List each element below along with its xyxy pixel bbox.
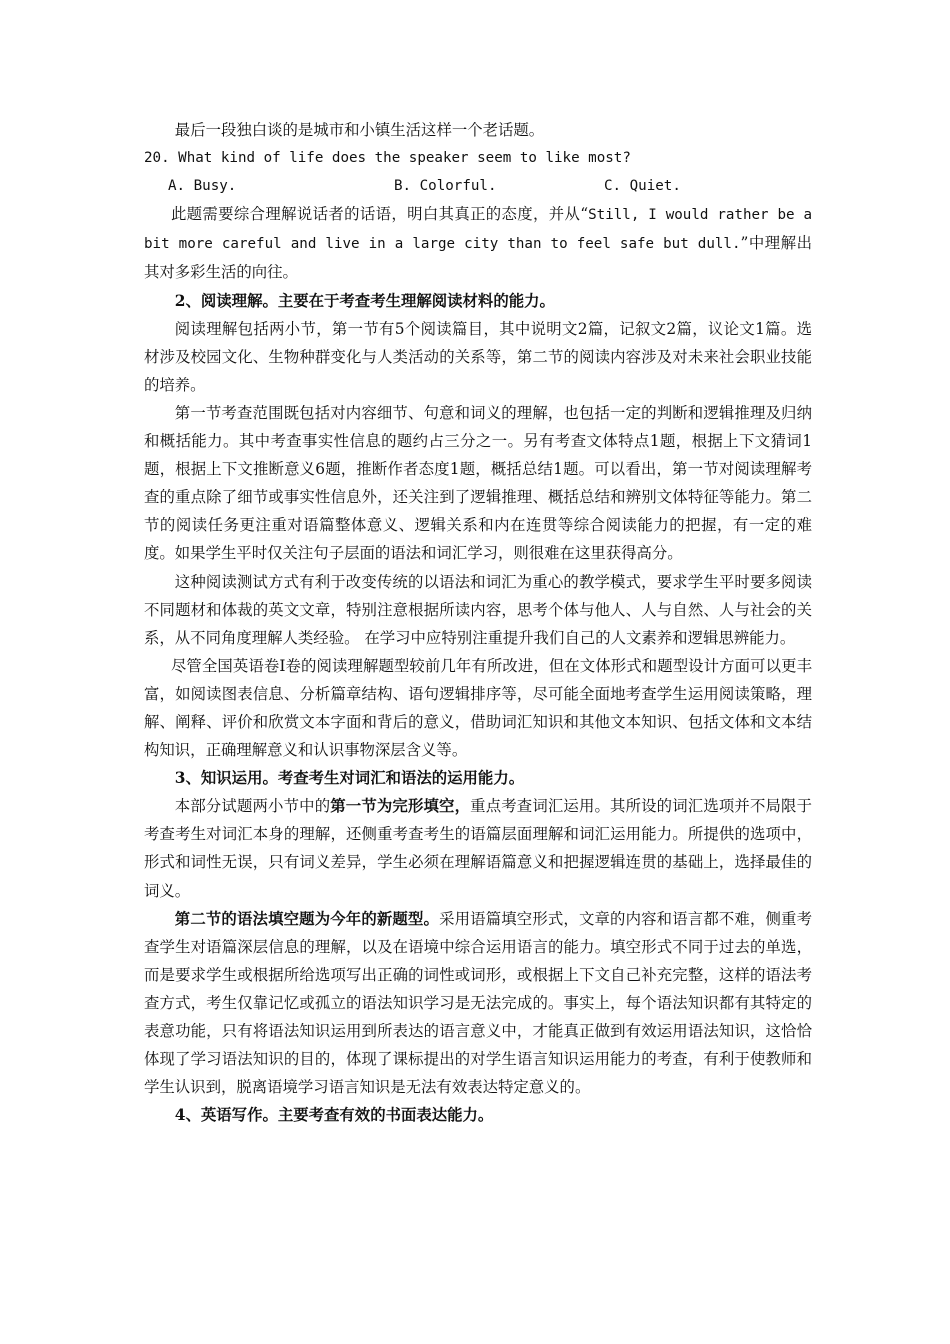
- option-b: B. Colorful.: [394, 178, 497, 195]
- document-page: [144, 116, 812, 1129]
- section3-p1-post: 重点考查词汇运用。其所设的词汇选项并不局限于考查考生对词汇本身的理解，还侧重考查考生的语篇层面理解和词汇运用能力。所提供的选项中，形式和词性无误，只有词义差异，学生必须在理解语篇意义和把握逻辑连贯的基础上，选择最佳的词义。: [144, 797, 812, 900]
- section2-paragraph-3: 这种阅读测试方式有利于改变传统的以语法和词汇为重心的教学模式，要求学生平时要多阅读不同题材和体裁的英文文章，特别注意根据所读内容，思考个体与他人、人与自然、人与社会的关系，从不同角度理解人类经验。 在学习中应特别注重提升我们自己的人文素养和逻辑思辨能力。: [144, 572, 812, 647]
- question-text: 20. What kind of life does the speaker seem to like most?: [144, 150, 631, 167]
- section2-paragraph-4: 尽管全国英语卷Ⅰ卷的阅读理解题型较前几年有所改进，但在文体形式和题型设计方面可以更丰富，如阅读图表信息、分析篇章结构、语句逻辑排序等，尽可能全面地考查学生运用阅读策略，理解、阐释、评价和欣赏文本字面和背后的意义，借助词汇知识和其他文本知识、包括文体和文本结构知识，正确理解意义和认识事物深层含义等。: [144, 656, 812, 760]
- section3-p2-post: 采用语篇填空形式，文章的内容和语言都不难，侧重考查学生对语篇深层信息的理解，以及在语境中综合运用语言的能力。填空形式不同于过去的单选，而是要求学生或根据所给选项写出正确的词性或词形，或根据上下文自己补充完整，这样的语法考查方式，考生仅靠记忆或孤立的语法知识学习是无法完成的。事实上，每个语法知识都有其特定的表意功能，只有将语法知识运用到所表达的语言意义中，才能真正做到有效运用语法知识，这恰恰体现了学习语法知识的目的，体现了课标提出的对学生语言知识运用能力的考查，有利于使教师和学生认识到，脱离语境学习语言知识是无法有效表达特定意义的。: [144, 909, 812, 1097]
- section3-p1-bold: 第一节为完形填空，: [330, 797, 471, 816]
- section3-heading: 3、知识运用。考查考生对词汇和语法的运用能力。: [174, 769, 525, 788]
- section2-paragraph-1: 阅读理解包括两小节，第一节有5个阅读篇目，其中说明文2篇，记叙文2篇，议论文1篇。选材涉及校园文化、生物种群变化与人类活动的关系等，第二节的阅读内容涉及对未来社会职业技能的培养。: [144, 319, 812, 394]
- section2-paragraph-2: 第一节考查范围既包括对内容细节、句意和词义的理解，也包括一定的判断和逻辑推理及归纳和概括能力。其中考查事实性信息的题约占三分之一。另有考查文体特点1题，根据上下文猜词1题，根据上下文推断意义6题，推断作者态度1题，概括总结1题。可以看出，第一节对阅读理解考查的重点除了细节或事实性信息外，还关注到了逻辑推理、概括总结和辨别文体特征等能力。第二节的阅读任务更注重对语篇整体意义、逻辑关系和内在连贯等综合阅读能力的把握，有一定的难度。如果学生平时仅关注句子层面的语法和词汇学习，则很难在这里获得高分。: [144, 403, 812, 563]
- explanation-paragraph: [144, 200, 812, 286]
- explanation-text-1: 此题需要综合理解说话者的话语，明白其真正的态度，并从“: [170, 205, 589, 224]
- option-c: C. Quiet.: [604, 178, 681, 195]
- section3-p2-bold: 第二节的语法填空题为今年的新题型。: [174, 909, 440, 928]
- explanation-quote: Still, I would rather be a bit more careful and live in a large city than to feel safe but dull.: [144, 207, 812, 253]
- intro-paragraph: 最后一段独白谈的是城市和小镇生活这样一个老话题。: [174, 121, 545, 139]
- question-options: [144, 172, 812, 200]
- section3-paragraph-1: [144, 792, 812, 904]
- section4-heading: 4、英语写作。主要考查有效的书面表达能力。: [174, 1106, 494, 1125]
- section3-p1-pre: 本部分试题两小节中的: [174, 797, 331, 816]
- section2-heading: 2、阅读理解。主要在于考查考生理解阅读材料的能力。: [174, 291, 555, 310]
- option-a: A. Busy.: [168, 178, 237, 195]
- explanation-text-2: ”中理解出其对多彩生活的向往。: [144, 234, 813, 282]
- section3-paragraph-2: [144, 905, 812, 1102]
